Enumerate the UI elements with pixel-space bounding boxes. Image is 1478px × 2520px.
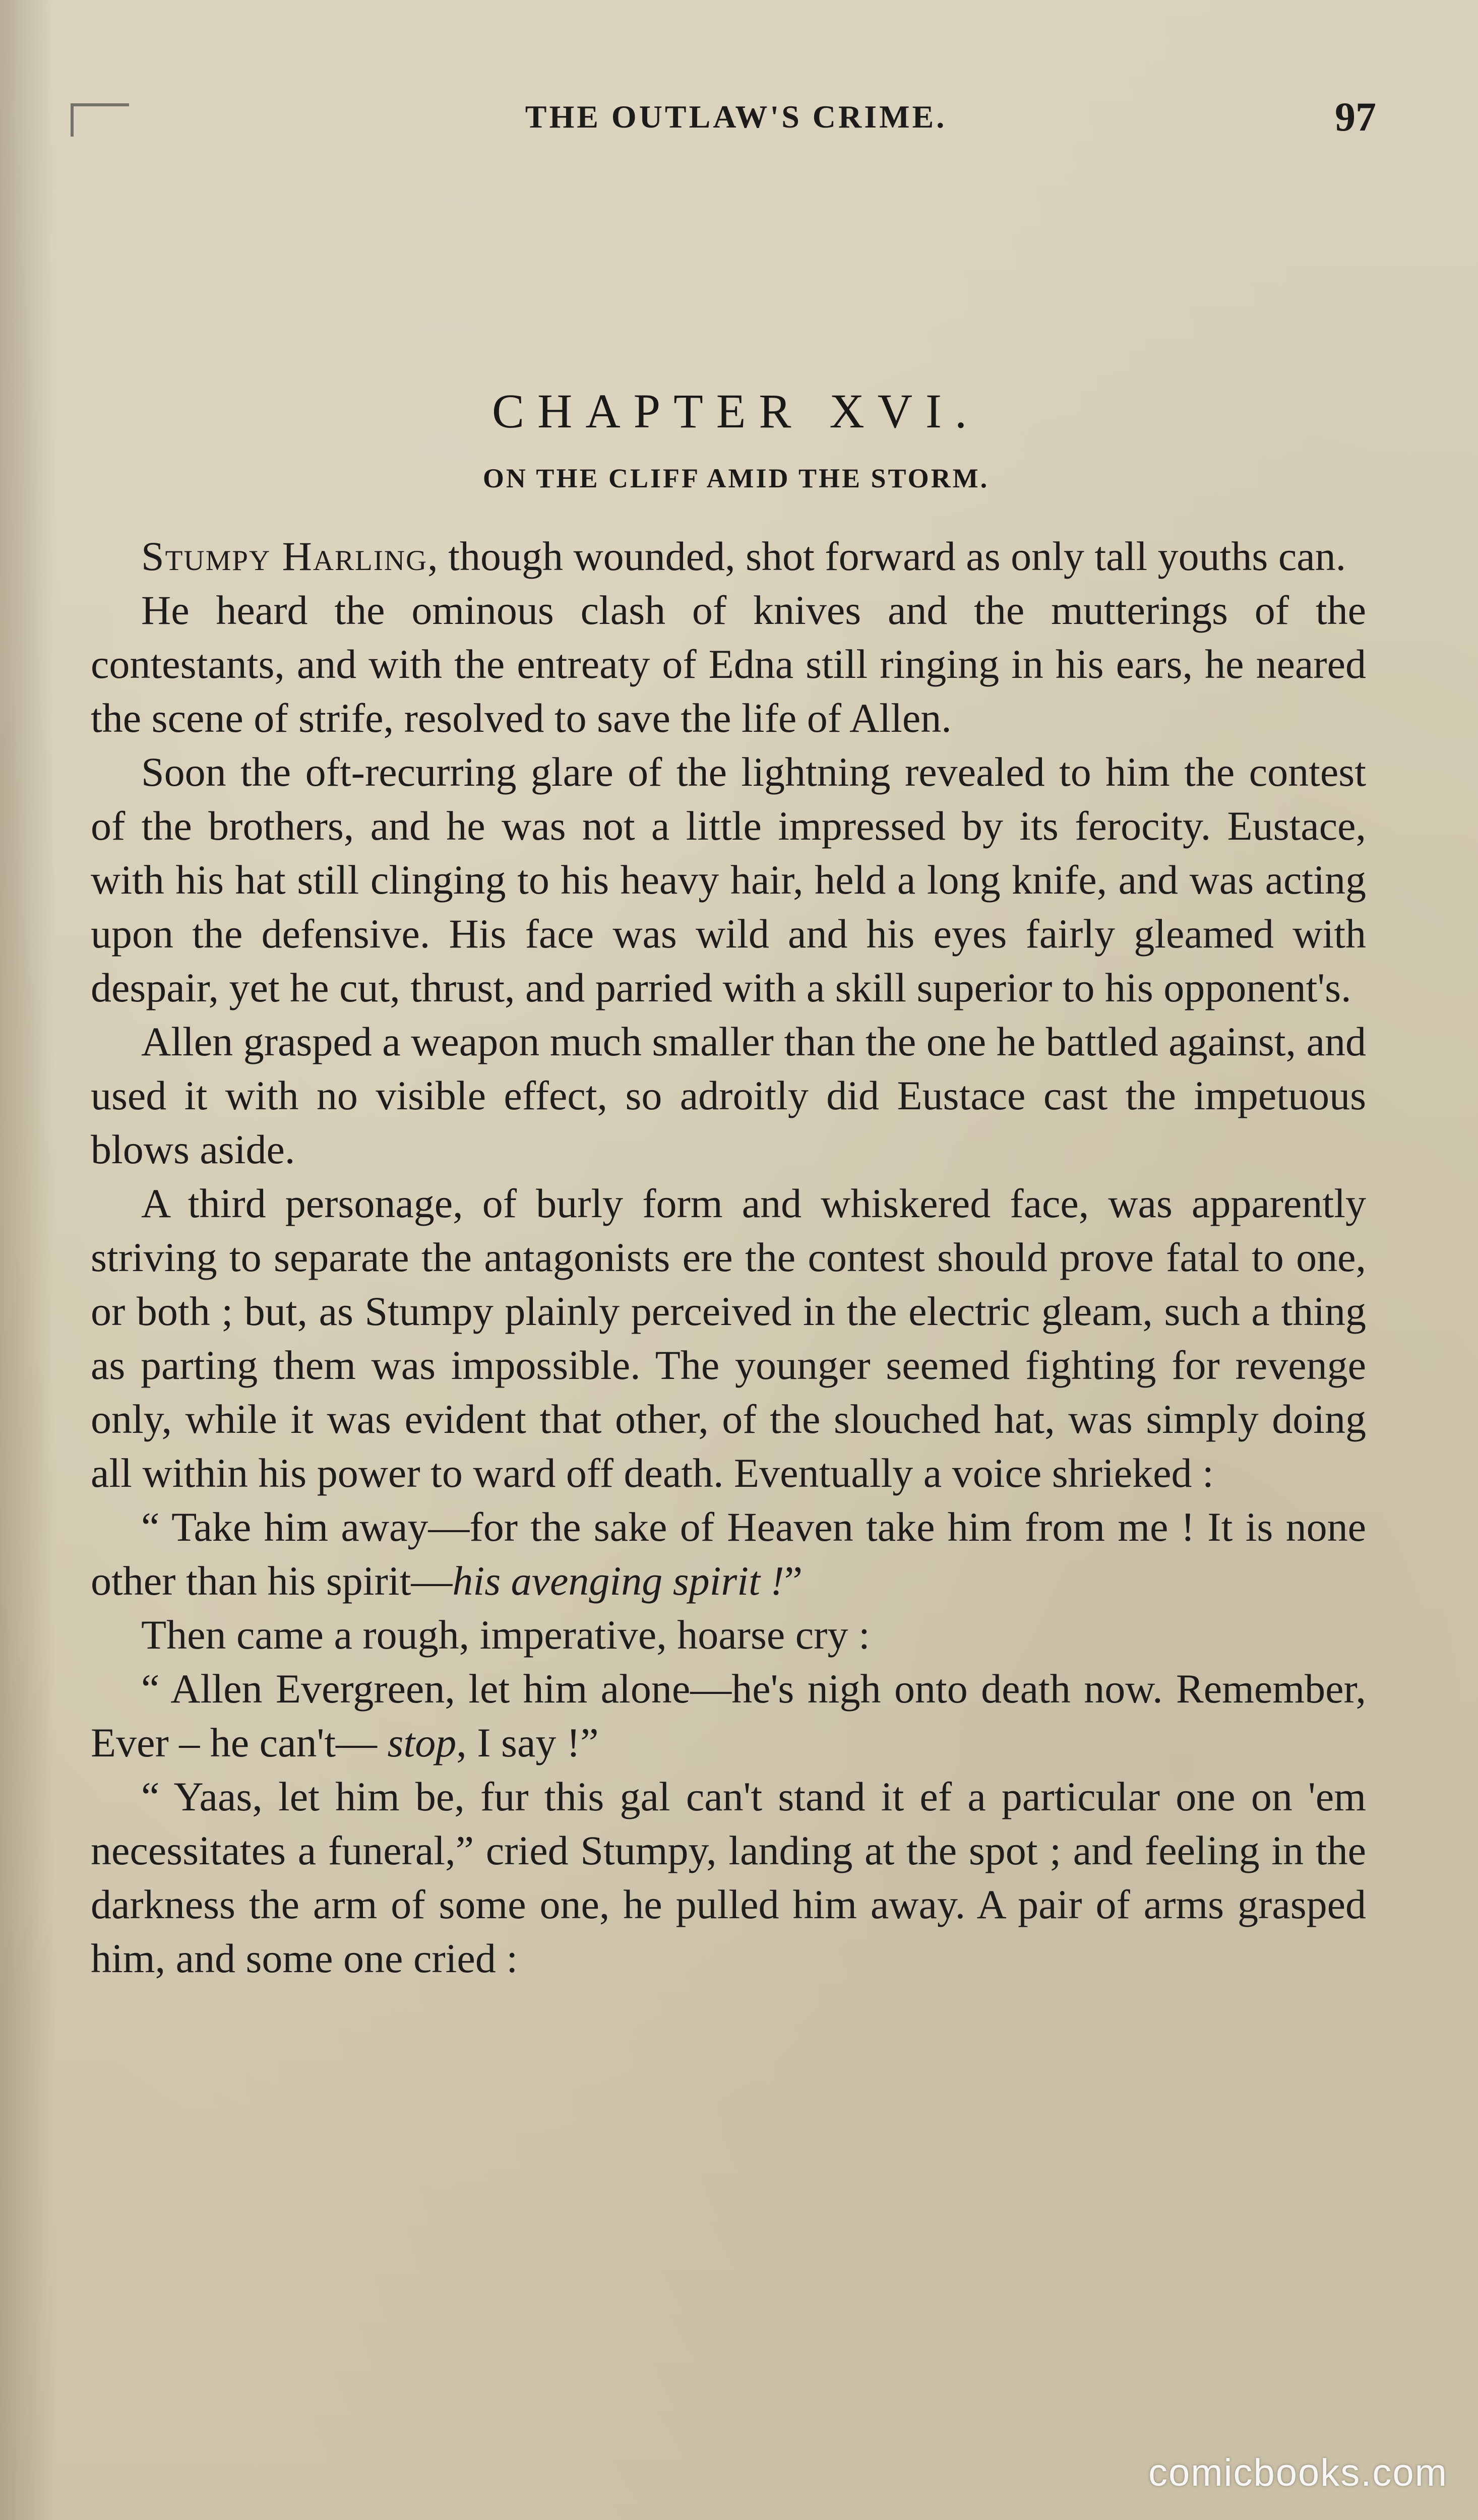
paragraph-text: He heard the ominous clash of knives and the mutterings of the contestants, and with the entreaty of Edna still ringing in his ears, he neared the scene of strife, resolved to save the life of Allen. xyxy=(91,587,1366,741)
body-text xyxy=(91,529,1366,1985)
page-edge-shadow xyxy=(0,0,55,2520)
paragraph-3 xyxy=(91,745,1366,1015)
page-header xyxy=(91,94,1381,144)
paragraph-italic: stop xyxy=(387,1720,457,1766)
paragraph-text: Soon the oft-recurring glare of the lightning revealed to him the contest of the brothers, and he was not a little impressed by its ferocity. Eustace, with his hat still clinging to his heavy hair, held a long knife, and was acting upon the defensive. His face was wild and his eyes fairly gleamed with despair, yet he cut, thrust, and parried with a skill superior to his opponent's. xyxy=(91,749,1366,1011)
paragraph-2 xyxy=(91,583,1366,745)
paragraph-4 xyxy=(91,1015,1366,1176)
paragraph-text: Allen grasped a weapon much smaller than the one he battled against, and used it with no visible effect, so adroitly did Eustace cast the impetuous blows aside. xyxy=(91,1019,1366,1172)
page-number: 97 xyxy=(1335,94,1376,140)
paragraph-text: Then came a rough, imperative, hoarse cry : xyxy=(141,1612,870,1658)
paragraph-italic: his avenging spirit ! xyxy=(452,1558,784,1604)
paragraph-7 xyxy=(91,1608,1366,1662)
paragraph-9 xyxy=(91,1770,1366,1985)
paragraph-text: “ Yaas, let him be, fur this gal can't stand it ef a particular one on 'em necessitates a funeral,” cried Stumpy, landing at the spot ; and feeling in the darkness the arm of some one, he pulled him away. A pair of arms grasped him, and some one cried : xyxy=(91,1774,1366,1981)
paragraph-text-after: , I say !” xyxy=(456,1720,599,1766)
paragraph-text: “ Take him away—for the sake of Heaven take him from me ! It is none other than his spirit— xyxy=(91,1504,1366,1604)
paragraph-text-after: ” xyxy=(784,1558,803,1604)
paragraph-1 xyxy=(91,529,1366,583)
chapter-subtitle: ON THE CLIFF AMID THE STORM. xyxy=(482,463,990,493)
paragraph-lead: Stumpy Harling xyxy=(141,533,428,579)
running-title: THE OUTLAW'S CRIME. xyxy=(525,99,947,135)
paragraph-text: “ Allen Evergreen, let him alone—he's nigh onto death now. Remember, Ever – he can't— xyxy=(91,1666,1366,1766)
paragraph-text: , though wounded, shot forward as only tall youths can. xyxy=(427,533,1346,579)
paragraph-text: A third personage, of burly form and whiskered face, was apparently striving to separate the antagonists ere the contest should prove fatal to one, or both ; but, as Stumpy plainly perceived in the electric gleam, such a thing as parting them was impossible. The younger seemed fighting for revenge only, while it was evident that other, of the slouched hat, was simply doing all within his power to ward off death. Eventually a voice shrieked : xyxy=(91,1180,1366,1496)
watermark: comicbooks.com xyxy=(1148,2451,1448,2494)
paragraph-8 xyxy=(91,1662,1366,1770)
chapter-title: CHAPTER XVI. xyxy=(491,384,980,438)
paragraph-5 xyxy=(91,1176,1366,1500)
paragraph-6 xyxy=(91,1500,1366,1608)
